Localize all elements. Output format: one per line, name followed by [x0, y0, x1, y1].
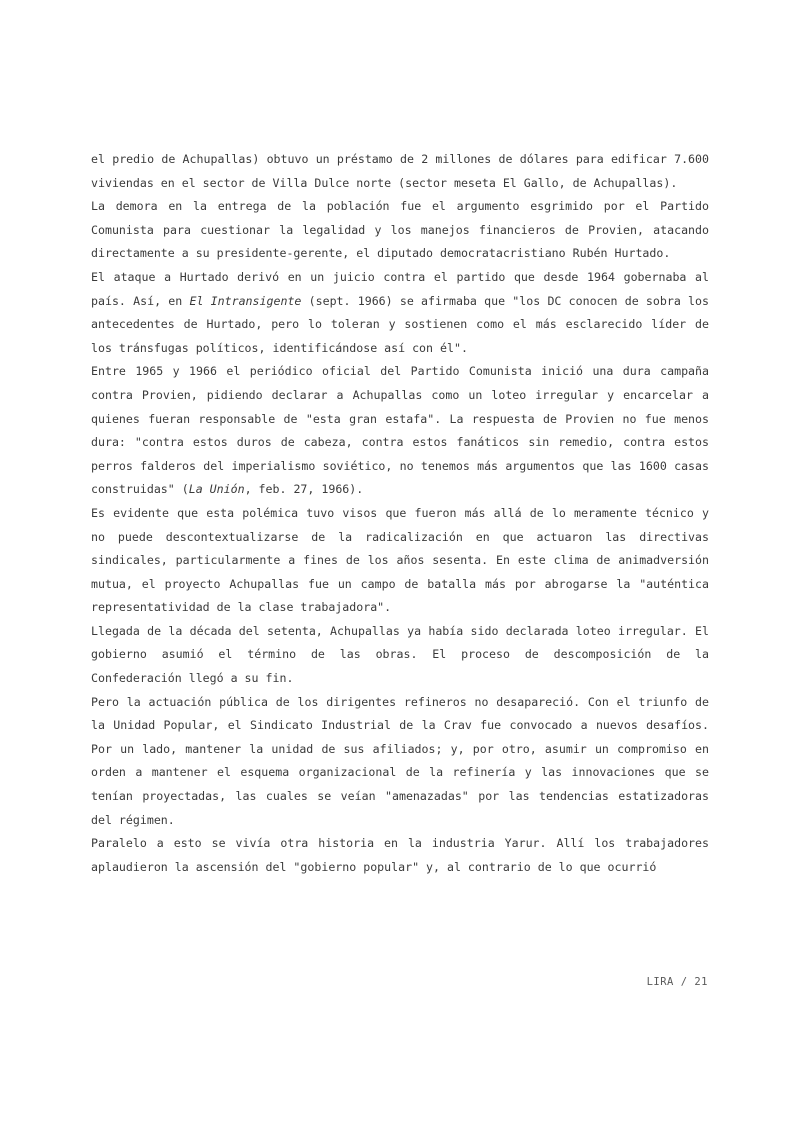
- paragraph-text: el predio de Achupallas) obtuvo un préstamo de 2 millones de dólares para edificar 7.600 viviendas en el sector de Villa Dulce norte (sector meseta El Gallo, de Achupallas).: [91, 152, 709, 190]
- paragraph-text: Pero la actuación pública de los dirigentes refineros no desapareció. Con el triunfo de la Unidad Popular, el Sindicato Industrial de la Crav fue convocado a nuevos desafíos. Por un lado, mantener la unidad de sus afiliados; y, por otro, asumir un compromiso en orden a mantener el esquema organizacional de la refinería y las innovaciones que se tenían proyectadas, las cuales se veían "amenazadas" por las tendencias estatizadoras del régimen.: [91, 694, 709, 827]
- paragraph: [91, 502, 709, 620]
- paragraph: [91, 360, 709, 502]
- paragraph-text: Entre 1965 y 1966 el periódico oficial del Partido Comunista inició una dura campaña contra Provien, pidiendo declarar a Achupallas como un loteo irregular y encarcelar a quienes fueran responsable de "esta gran estafa". La respuesta de Provien no fue menos dura: "contra estos duros de cabeza, contra estos fanáticos sin remedio, contra estos perros falderos del imperialismo soviético, no tenemos más argumentos que las 1600 casas construidas" (: [91, 364, 709, 497]
- paragraph-text: El ataque a Hurtado derivó en un juicio contra el partido que desde 1964 gobernaba al país. Así, en: [91, 269, 709, 308]
- publication-title: La Unión: [188, 482, 245, 497]
- paragraph-text: , feb. 27, 1966).: [244, 482, 364, 497]
- paragraph: [91, 195, 709, 266]
- paragraph: [91, 691, 709, 833]
- publication-title: El Intransigente: [189, 293, 302, 308]
- paragraph: [91, 620, 709, 691]
- paragraph: [91, 832, 709, 879]
- page-number: LIRA / 21: [646, 976, 708, 988]
- paragraph: [91, 148, 709, 195]
- paragraph-text: La demora en la entrega de la población fue el argumento esgrimido por el Partido Comunista para cuestionar la legalidad y los manejos financieros de Provien, atacando directamente a su presidente-gerente, el diputado democratacristiano Rubén Hurtado.: [91, 199, 709, 261]
- body-text: [91, 148, 709, 879]
- paragraph-text: Paralelo a esto se vivía otra historia en la industria Yarur. Allí los trabajadores aplaudieron la ascensión del "gobierno popular" y, al contrario de lo que ocurrió: [91, 836, 709, 874]
- paragraph-text: Es evidente que esta polémica tuvo visos que fueron más allá de lo meramente técnico y no puede descontextualizarse de la radicalización en que actuaron las directivas sindicales, particularmente a fines de los años sesenta. En este clima de animadversión mutua, el proyecto Achupallas fue un campo de batalla más por abrogarse la "auténtica representatividad de la clase trabajadora".: [91, 505, 709, 615]
- paragraph: [91, 266, 709, 360]
- paragraph-text: (sept. 1966) se afirmaba que "los DC conocen de sobra los antecedentes de Hurtado, pero lo toleran y sostienen como el más esclarecido líder de los tránsfugas políticos, identificándose así con él".: [91, 293, 709, 355]
- paragraph-text: Llegada de la década del setenta, Achupallas ya había sido declarada loteo irregular. El gobierno asumió el término de las obras. El proceso de descomposición de la Confederación llegó a su fin.: [91, 623, 709, 686]
